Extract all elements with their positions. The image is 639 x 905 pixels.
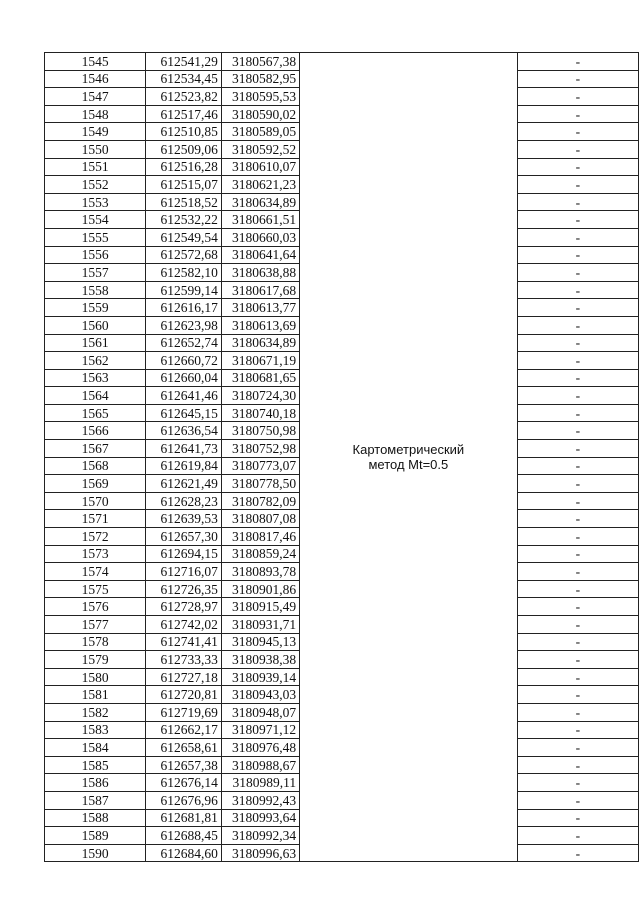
y-coordinate-cell: 3180893,78 xyxy=(221,563,299,581)
point-number-cell: 1569 xyxy=(45,475,146,493)
x-coordinate-cell: 612716,07 xyxy=(146,563,222,581)
point-number-cell: 1562 xyxy=(45,352,146,370)
x-coordinate-cell: 612639,53 xyxy=(146,510,222,528)
point-number-cell: 1567 xyxy=(45,440,146,458)
note-cell: - xyxy=(517,545,638,563)
point-number-cell: 1572 xyxy=(45,528,146,546)
point-number-cell: 1574 xyxy=(45,563,146,581)
y-coordinate-cell: 3180595,53 xyxy=(221,88,299,106)
x-coordinate-cell: 612599,14 xyxy=(146,281,222,299)
point-number-cell: 1551 xyxy=(45,158,146,176)
point-number-cell: 1565 xyxy=(45,404,146,422)
y-coordinate-cell: 3180807,08 xyxy=(221,510,299,528)
y-coordinate-cell: 3180996,63 xyxy=(221,844,299,862)
y-coordinate-cell: 3180988,67 xyxy=(221,756,299,774)
point-number-cell: 1568 xyxy=(45,457,146,475)
note-cell: - xyxy=(517,387,638,405)
note-cell: - xyxy=(517,140,638,158)
y-coordinate-cell: 3180782,09 xyxy=(221,492,299,510)
note-cell: - xyxy=(517,739,638,757)
note-cell: - xyxy=(517,158,638,176)
x-coordinate-cell: 612636,54 xyxy=(146,422,222,440)
y-coordinate-cell: 3180971,12 xyxy=(221,721,299,739)
note-cell: - xyxy=(517,264,638,282)
point-number-cell: 1582 xyxy=(45,703,146,721)
y-coordinate-cell: 3180752,98 xyxy=(221,440,299,458)
point-number-cell: 1578 xyxy=(45,633,146,651)
y-coordinate-cell: 3180590,02 xyxy=(221,105,299,123)
x-coordinate-cell: 612719,69 xyxy=(146,703,222,721)
note-cell: - xyxy=(517,299,638,317)
note-cell: - xyxy=(517,176,638,194)
x-coordinate-cell: 612733,33 xyxy=(146,651,222,669)
note-cell: - xyxy=(517,809,638,827)
x-coordinate-cell: 612741,41 xyxy=(146,633,222,651)
x-coordinate-cell: 612541,29 xyxy=(146,53,222,71)
point-number-cell: 1559 xyxy=(45,299,146,317)
point-number-cell: 1549 xyxy=(45,123,146,141)
table-row xyxy=(45,53,639,71)
x-coordinate-cell: 612657,38 xyxy=(146,756,222,774)
note-cell: - xyxy=(517,563,638,581)
y-coordinate-cell: 3180859,24 xyxy=(221,545,299,563)
point-number-cell: 1581 xyxy=(45,686,146,704)
note-cell: - xyxy=(517,651,638,669)
coordinates-table xyxy=(44,52,639,862)
y-coordinate-cell: 3180750,98 xyxy=(221,422,299,440)
point-number-cell: 1573 xyxy=(45,545,146,563)
note-cell: - xyxy=(517,791,638,809)
note-cell: - xyxy=(517,53,638,71)
x-coordinate-cell: 612572,68 xyxy=(146,246,222,264)
y-coordinate-cell: 3180943,03 xyxy=(221,686,299,704)
x-coordinate-cell: 612681,81 xyxy=(146,809,222,827)
y-coordinate-cell: 3180681,65 xyxy=(221,369,299,387)
point-number-cell: 1563 xyxy=(45,369,146,387)
x-coordinate-cell: 612660,72 xyxy=(146,352,222,370)
x-coordinate-cell: 612623,98 xyxy=(146,316,222,334)
x-coordinate-cell: 612728,97 xyxy=(146,598,222,616)
y-coordinate-cell: 3180938,38 xyxy=(221,651,299,669)
point-number-cell: 1557 xyxy=(45,264,146,282)
note-cell: - xyxy=(517,404,638,422)
note-cell: - xyxy=(517,510,638,528)
point-number-cell: 1560 xyxy=(45,316,146,334)
point-number-cell: 1561 xyxy=(45,334,146,352)
y-coordinate-cell: 3180613,77 xyxy=(221,299,299,317)
x-coordinate-cell: 612616,17 xyxy=(146,299,222,317)
x-coordinate-cell: 612518,52 xyxy=(146,193,222,211)
note-cell: - xyxy=(517,492,638,510)
x-coordinate-cell: 612684,60 xyxy=(146,844,222,862)
y-coordinate-cell: 3180948,07 xyxy=(221,703,299,721)
point-number-cell: 1583 xyxy=(45,721,146,739)
x-coordinate-cell: 612658,61 xyxy=(146,739,222,757)
note-cell: - xyxy=(517,616,638,634)
note-cell: - xyxy=(517,422,638,440)
x-coordinate-cell: 612510,85 xyxy=(146,123,222,141)
x-coordinate-cell: 612676,14 xyxy=(146,774,222,792)
y-coordinate-cell: 3180915,49 xyxy=(221,598,299,616)
y-coordinate-cell: 3180993,64 xyxy=(221,809,299,827)
point-number-cell: 1555 xyxy=(45,228,146,246)
x-coordinate-cell: 612641,73 xyxy=(146,440,222,458)
note-cell: - xyxy=(517,105,638,123)
x-coordinate-cell: 612645,15 xyxy=(146,404,222,422)
note-cell: - xyxy=(517,528,638,546)
point-number-cell: 1580 xyxy=(45,668,146,686)
point-number-cell: 1587 xyxy=(45,791,146,809)
x-coordinate-cell: 612619,84 xyxy=(146,457,222,475)
y-coordinate-cell: 3180817,46 xyxy=(221,528,299,546)
y-coordinate-cell: 3180671,19 xyxy=(221,352,299,370)
y-coordinate-cell: 3180592,52 xyxy=(221,140,299,158)
x-coordinate-cell: 612657,30 xyxy=(146,528,222,546)
point-number-cell: 1554 xyxy=(45,211,146,229)
point-number-cell: 1570 xyxy=(45,492,146,510)
x-coordinate-cell: 612523,82 xyxy=(146,88,222,106)
x-coordinate-cell: 612652,74 xyxy=(146,334,222,352)
x-coordinate-cell: 612515,07 xyxy=(146,176,222,194)
point-number-cell: 1585 xyxy=(45,756,146,774)
point-number-cell: 1590 xyxy=(45,844,146,862)
x-coordinate-cell: 612621,49 xyxy=(146,475,222,493)
note-cell: - xyxy=(517,457,638,475)
note-cell: - xyxy=(517,844,638,862)
y-coordinate-cell: 3180567,38 xyxy=(221,53,299,71)
point-number-cell: 1548 xyxy=(45,105,146,123)
point-number-cell: 1579 xyxy=(45,651,146,669)
y-coordinate-cell: 3180582,95 xyxy=(221,70,299,88)
point-number-cell: 1577 xyxy=(45,616,146,634)
note-cell: - xyxy=(517,246,638,264)
y-coordinate-cell: 3180613,69 xyxy=(221,316,299,334)
note-cell: - xyxy=(517,580,638,598)
method-text-line: метод Mt=0.5 xyxy=(368,457,449,473)
note-cell: - xyxy=(517,440,638,458)
note-cell: - xyxy=(517,598,638,616)
y-coordinate-cell: 3180634,89 xyxy=(221,334,299,352)
note-cell: - xyxy=(517,721,638,739)
note-cell: - xyxy=(517,703,638,721)
x-coordinate-cell: 612517,46 xyxy=(146,105,222,123)
x-coordinate-cell: 612688,45 xyxy=(146,827,222,845)
point-number-cell: 1545 xyxy=(45,53,146,71)
note-cell: - xyxy=(517,228,638,246)
y-coordinate-cell: 3180778,50 xyxy=(221,475,299,493)
point-number-cell: 1571 xyxy=(45,510,146,528)
point-number-cell: 1575 xyxy=(45,580,146,598)
y-coordinate-cell: 3180989,11 xyxy=(221,774,299,792)
x-coordinate-cell: 612534,45 xyxy=(146,70,222,88)
x-coordinate-cell: 612549,54 xyxy=(146,228,222,246)
y-coordinate-cell: 3180773,07 xyxy=(221,457,299,475)
x-coordinate-cell: 612676,96 xyxy=(146,791,222,809)
x-coordinate-cell: 612516,28 xyxy=(146,158,222,176)
point-number-cell: 1589 xyxy=(45,827,146,845)
y-coordinate-cell: 3180661,51 xyxy=(221,211,299,229)
note-cell: - xyxy=(517,668,638,686)
note-cell: - xyxy=(517,475,638,493)
y-coordinate-cell: 3180992,43 xyxy=(221,791,299,809)
y-coordinate-cell: 3180740,18 xyxy=(221,404,299,422)
y-coordinate-cell: 3180641,64 xyxy=(221,246,299,264)
x-coordinate-cell: 612720,81 xyxy=(146,686,222,704)
point-number-cell: 1550 xyxy=(45,140,146,158)
point-number-cell: 1547 xyxy=(45,88,146,106)
note-cell: - xyxy=(517,334,638,352)
x-coordinate-cell: 612694,15 xyxy=(146,545,222,563)
note-cell: - xyxy=(517,633,638,651)
y-coordinate-cell: 3180660,03 xyxy=(221,228,299,246)
point-number-cell: 1586 xyxy=(45,774,146,792)
point-number-cell: 1556 xyxy=(45,246,146,264)
note-cell: - xyxy=(517,193,638,211)
point-number-cell: 1552 xyxy=(45,176,146,194)
note-cell: - xyxy=(517,686,638,704)
y-coordinate-cell: 3180931,71 xyxy=(221,616,299,634)
point-number-cell: 1546 xyxy=(45,70,146,88)
point-number-cell: 1566 xyxy=(45,422,146,440)
x-coordinate-cell: 612662,17 xyxy=(146,721,222,739)
method-cell xyxy=(300,53,518,862)
note-cell: - xyxy=(517,756,638,774)
point-number-cell: 1564 xyxy=(45,387,146,405)
note-cell: - xyxy=(517,827,638,845)
note-cell: - xyxy=(517,70,638,88)
y-coordinate-cell: 3180976,48 xyxy=(221,739,299,757)
note-cell: - xyxy=(517,774,638,792)
note-cell: - xyxy=(517,281,638,299)
x-coordinate-cell: 612641,46 xyxy=(146,387,222,405)
point-number-cell: 1553 xyxy=(45,193,146,211)
y-coordinate-cell: 3180901,86 xyxy=(221,580,299,598)
note-cell: - xyxy=(517,369,638,387)
y-coordinate-cell: 3180638,88 xyxy=(221,264,299,282)
note-cell: - xyxy=(517,316,638,334)
y-coordinate-cell: 3180610,07 xyxy=(221,158,299,176)
y-coordinate-cell: 3180634,89 xyxy=(221,193,299,211)
x-coordinate-cell: 612509,06 xyxy=(146,140,222,158)
note-cell: - xyxy=(517,88,638,106)
x-coordinate-cell: 612726,35 xyxy=(146,580,222,598)
x-coordinate-cell: 612532,22 xyxy=(146,211,222,229)
point-number-cell: 1584 xyxy=(45,739,146,757)
x-coordinate-cell: 612727,18 xyxy=(146,668,222,686)
method-text-line: Картометрический xyxy=(352,442,465,458)
y-coordinate-cell: 3180617,68 xyxy=(221,281,299,299)
x-coordinate-cell: 612628,23 xyxy=(146,492,222,510)
y-coordinate-cell: 3180724,30 xyxy=(221,387,299,405)
point-number-cell: 1576 xyxy=(45,598,146,616)
x-coordinate-cell: 612582,10 xyxy=(146,264,222,282)
y-coordinate-cell: 3180589,05 xyxy=(221,123,299,141)
coordinates-table-body xyxy=(45,53,639,862)
point-number-cell: 1588 xyxy=(45,809,146,827)
x-coordinate-cell: 612660,04 xyxy=(146,369,222,387)
note-cell: - xyxy=(517,211,638,229)
y-coordinate-cell: 3180945,13 xyxy=(221,633,299,651)
y-coordinate-cell: 3180992,34 xyxy=(221,827,299,845)
y-coordinate-cell: 3180939,14 xyxy=(221,668,299,686)
note-cell: - xyxy=(517,123,638,141)
x-coordinate-cell: 612742,02 xyxy=(146,616,222,634)
point-number-cell: 1558 xyxy=(45,281,146,299)
y-coordinate-cell: 3180621,23 xyxy=(221,176,299,194)
note-cell: - xyxy=(517,352,638,370)
